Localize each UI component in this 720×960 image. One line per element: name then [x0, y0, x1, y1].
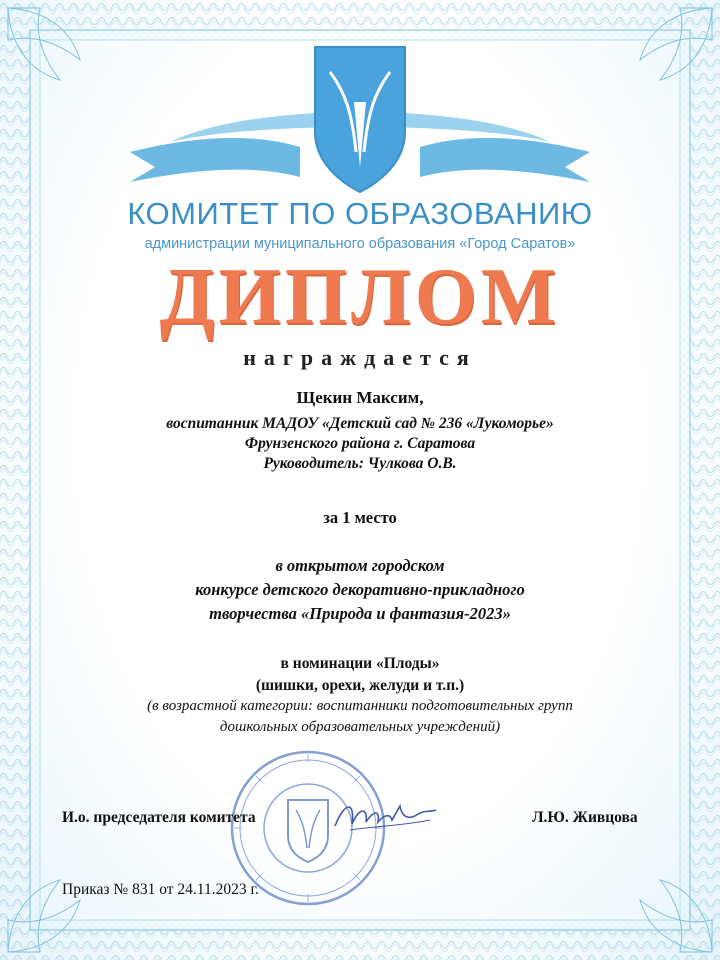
committee-title: КОМИТЕТ ПО ОБРАЗОВАНИЮ	[127, 196, 593, 231]
nomination-details: (шишки, орехи, желуди и т.п.)	[255, 677, 465, 694]
contest-line-1: в открытом городском	[275, 556, 445, 575]
recipient-name: Щекин Максим,	[296, 388, 424, 407]
recipient-supervisor: Руководитель: Чулкова О.В.	[263, 455, 457, 472]
awarded-label: награждается	[243, 345, 477, 370]
order-reference: Приказ № 831 от 24.11.2023 г.	[62, 881, 259, 898]
signatory-name: Л.Ю. Живцова	[532, 809, 638, 826]
age-category-line-2: дошкольных образовательных учреждений)	[219, 719, 501, 735]
age-category-line-1: (в возрастной категории: воспитанники подготовительных групп	[147, 698, 573, 714]
administration-subtitle: администрации муниципального образования «Город Саратов»	[144, 236, 576, 252]
nomination-title: в номинации «Плоды»	[280, 655, 440, 672]
contest-line-3: творчества «Природа и фантазия-2023»	[209, 604, 511, 623]
recipient-district: Фрунзенского района г. Саратова	[244, 435, 476, 452]
handwritten-signature	[330, 796, 440, 836]
signatory-role: И.о. председателя комитета	[62, 809, 256, 826]
award-place: за 1 место	[323, 508, 397, 527]
recipient-institution: воспитанник МАДОУ «Детский сад № 236 «Лукоморье»	[166, 415, 554, 432]
coat-of-arms-emblem	[130, 42, 590, 202]
contest-line-2: конкурсе детского декоративно-прикладного	[195, 580, 525, 599]
diploma-title: ДИПЛОМ	[159, 253, 561, 341]
